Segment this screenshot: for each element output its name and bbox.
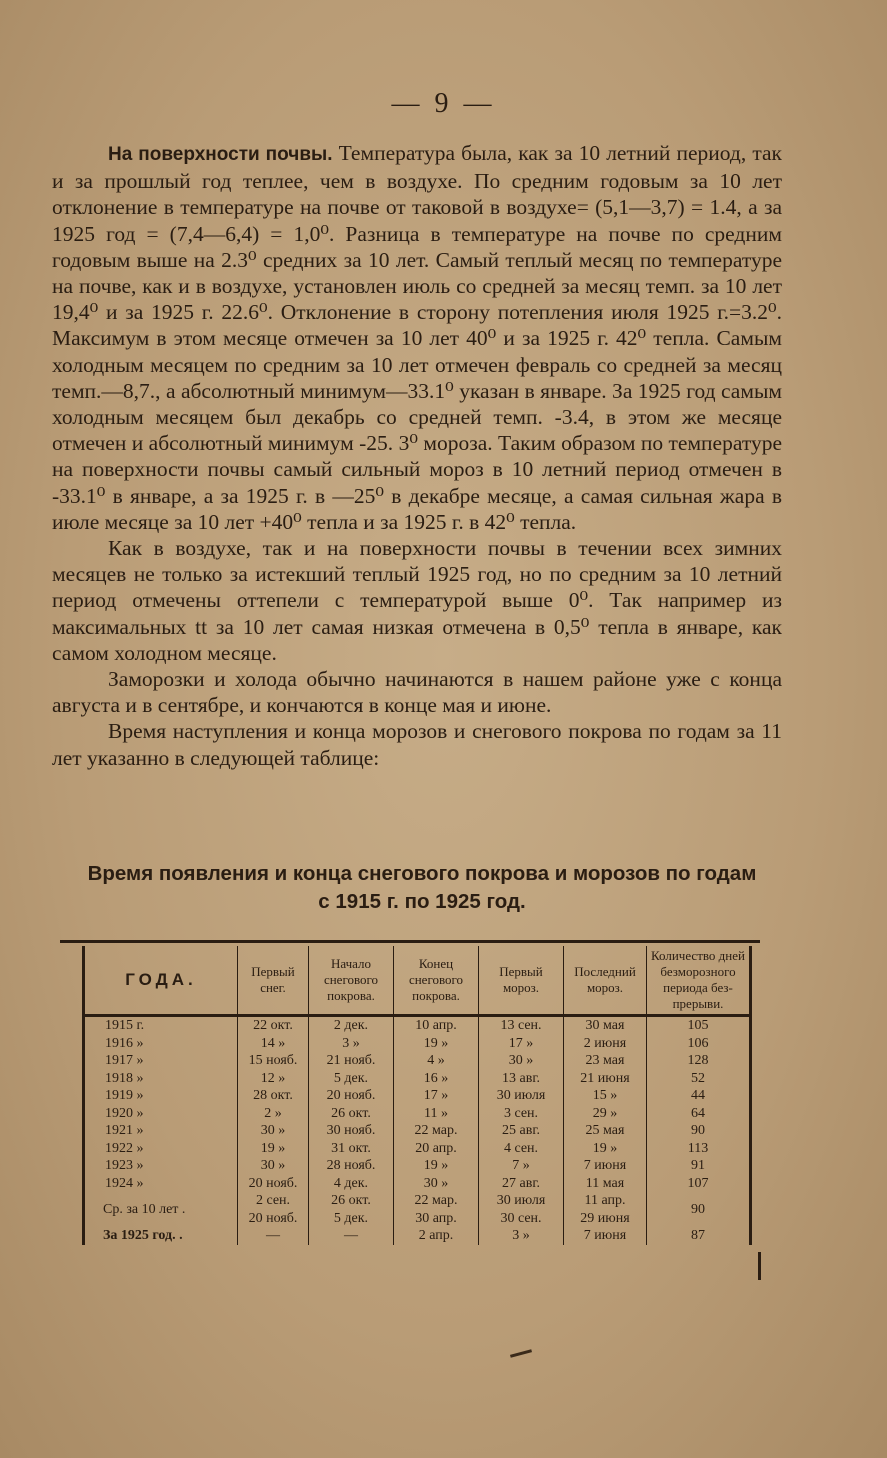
table-title: Время появления и конца снегового покрова и морозов по годам с 1915 г. по 1925 год.: [87, 862, 757, 913]
col-header-snow-end: Конец снегового покрова.: [394, 946, 479, 1016]
table-cell: 19 »: [238, 1140, 309, 1158]
paragraph-3: Заморозки и холода обычно начинаются в нашем районе уже с конца августа и в сентябре, и кончаются в конце мая и июне.: [52, 667, 782, 718]
table-cell: 91: [647, 1157, 751, 1175]
table-row: [84, 1157, 751, 1175]
table-cell: 107: [647, 1175, 751, 1193]
table-cell: 27 авг.: [479, 1175, 564, 1193]
table-cell: 15 нояб.: [238, 1052, 309, 1070]
table-cell: 2 »: [238, 1105, 309, 1123]
table-cell: 3 сен.: [479, 1105, 564, 1123]
table-cell: 23 мая: [564, 1052, 647, 1070]
col-header-last-frost: Последний мороз.: [564, 946, 647, 1016]
table-cell: 113: [647, 1140, 751, 1158]
table-cell: 19 »: [394, 1157, 479, 1175]
table-cell-double: 11 апр. 29 июня: [564, 1192, 647, 1227]
col-header-first-frost: Первый мороз.: [479, 946, 564, 1016]
ink-mark: [510, 1349, 532, 1358]
row-year: 1924 »: [105, 1175, 144, 1191]
table-cell: 19 »: [564, 1140, 647, 1158]
body-text: [52, 140, 782, 771]
table-cell: 7 июня: [564, 1227, 647, 1245]
table-cell: 21 нояб.: [309, 1052, 394, 1070]
row-year: 1920 »: [105, 1105, 144, 1121]
table-row: [84, 1140, 751, 1158]
table-row: [84, 1052, 751, 1070]
table-cell: 12 »: [238, 1070, 309, 1088]
table-cell: 90: [647, 1122, 751, 1140]
table-cell: 10 апр.: [394, 1016, 479, 1035]
table-cell: 15 »: [564, 1087, 647, 1105]
table-cell: 14 »: [238, 1035, 309, 1053]
table-cell: 11 »: [394, 1105, 479, 1123]
paragraph-4: Время наступления и конца морозов и снегового покрова по годам за 11 лет указанно в следующей таблице:: [52, 719, 782, 770]
table-cell: 30 »: [394, 1175, 479, 1193]
table-row: [84, 1122, 751, 1140]
table-cell: 30 нояб.: [309, 1122, 394, 1140]
table-cell: 20 нояб.: [309, 1087, 394, 1105]
table-cell: —: [309, 1227, 394, 1245]
col-header-snow-start: Начало снегового покрова.: [309, 946, 394, 1016]
table-cell: 26 окт.: [309, 1105, 394, 1123]
table-cell: 5 дек.: [309, 1070, 394, 1088]
table-row-1925: [84, 1227, 751, 1245]
table-cell: 7 июня: [564, 1157, 647, 1175]
table-cell: 21 июня: [564, 1070, 647, 1088]
table-cell: 4 сен.: [479, 1140, 564, 1158]
table-cell: —: [238, 1227, 309, 1245]
table-cell: 17 »: [479, 1035, 564, 1053]
table-row: [84, 1175, 751, 1193]
table-cell: 2 апр.: [394, 1227, 479, 1245]
table-cell: 44: [647, 1087, 751, 1105]
table-cell: 4 дек.: [309, 1175, 394, 1193]
table-cell: 30 »: [479, 1052, 564, 1070]
row-year: 1917 »: [105, 1053, 144, 1068]
table-cell: 90: [647, 1192, 751, 1227]
table-cell: 25 авг.: [479, 1122, 564, 1140]
row-year: 1921 »: [105, 1123, 144, 1138]
table-cell-double: 30 июля 30 сен.: [479, 1192, 564, 1227]
table-cell: 87: [647, 1227, 751, 1245]
table-cell: 30 мая: [564, 1016, 647, 1035]
table-row: [84, 1105, 751, 1123]
table-cell: 28 нояб.: [309, 1157, 394, 1175]
table-row: [84, 1016, 751, 1035]
page-number: — 9 —: [391, 88, 496, 119]
paragraph-1: На поверхности почвы. Температура была, как за 10 летний период, так и за прошлый год теплее, чем в воздухе. По средним годовым за 10 лет отклонение в температуре на почве от таковой в воздухе= (5,1—3,7) = 1.4, а за 1925 год = (7,4—6,4) = 1,0⁰. Разница в температуре на почве по средним годовым выше на 2.3⁰ средних за 10 лет. Самый теплый месяц по температуре на почве, как и в воздухе, установлен июль со средней за месяц темп. за 10 лет 19,4⁰ и за 1925 г. 22.6⁰. Отклонение в сторону потепления июля 1925 г.=3.2⁰. Максимум в этом месяце отмечен за 10 лет 40⁰ и за 1925 г. 42⁰ тепла. Самым холодным месяцем по средним за 10 лет отмечен февраль со средней за месяц темп.—8,7., а абсолютный минимум—33.1⁰ указан в январе. За 1925 год самым холодным месяцем был декабрь со средней темп. -3.4, в этом же месяце отмечен и абсолютный минимум -25. 3⁰ мороза. Таким образом по температуре на поверхности почвы самый сильный мороз в 10 летний период отмечен в -33.1⁰ в январе, а за 1925 г. в —25⁰ в декабре месяце, а самая сильная жара в июле месяце за 10 лет +40⁰ тепла и за 1925 г. в 42⁰ тепла.: [52, 141, 782, 534]
table-cell: 13 авг.: [479, 1070, 564, 1088]
table-row: [84, 1070, 751, 1088]
row-year: 1923 »: [105, 1158, 144, 1173]
table-cell: 2 июня: [564, 1035, 647, 1053]
col-header-frost-free-days: Количество дней безморозного периода без-прерыви.: [647, 946, 751, 1016]
table-cell-double: 22 мар. 30 апр.: [394, 1192, 479, 1227]
table-cell: 30 »: [238, 1157, 309, 1175]
table-cell: 106: [647, 1035, 751, 1053]
table-top-rule: [60, 940, 760, 943]
row-label-average: Ср. за 10 лет .: [103, 1201, 186, 1217]
table-cell: 52: [647, 1070, 751, 1088]
table-cell: 22 окт.: [238, 1016, 309, 1035]
table-cell: 20 нояб.: [238, 1175, 309, 1193]
table-cell: 25 мая: [564, 1122, 647, 1140]
table-cell: 64: [647, 1105, 751, 1123]
row-year: 1918 »: [105, 1070, 144, 1086]
table-body: [84, 1016, 751, 1245]
table-cell: 30 »: [238, 1122, 309, 1140]
paragraph-2: Как в воздухе, так и на поверхности почвы в течении всех зимних месяцев не только за истекший теплый 1925 год, но по средним за 10 летний период отмечены оттепели с температурой выше 0⁰. Так например из максимальных tt за 10 лет самая низкая отмечена в 0,5⁰ тепла в январе, как самом холодном месяце.: [52, 536, 782, 665]
row-year: 1919 »: [105, 1088, 144, 1103]
table-row: [84, 1087, 751, 1105]
section-lead: На поверхности почвы.: [108, 144, 333, 165]
table-cell-double: 26 окт. 5 дек.: [309, 1192, 394, 1227]
table-cell: 3 »: [309, 1035, 394, 1053]
table-row: [84, 1035, 751, 1053]
table-header-row: [84, 946, 751, 1016]
table-cell: 2 дек.: [309, 1016, 394, 1035]
margin-mark: [758, 1252, 761, 1280]
table-cell: 7 »: [479, 1157, 564, 1175]
table-cell: 29 »: [564, 1105, 647, 1123]
col-header-first-snow: Первый снег.: [238, 946, 309, 1016]
table-cell: 31 окт.: [309, 1140, 394, 1158]
table-row-average: [84, 1192, 751, 1227]
row-year: 1915 г.: [105, 1018, 145, 1033]
snow-frost-table: [82, 946, 752, 1245]
col-header-year: ГОДА.: [84, 946, 238, 1016]
table-cell: 30 июля: [479, 1087, 564, 1105]
table-cell: 11 мая: [564, 1175, 647, 1193]
table-cell-double: 2 сен. 20 нояб.: [238, 1192, 309, 1227]
table-cell: 16 »: [394, 1070, 479, 1088]
table-cell: 20 апр.: [394, 1140, 479, 1158]
table-cell: 28 окт.: [238, 1087, 309, 1105]
row-year: 1916 »: [105, 1035, 144, 1051]
table-cell: 3 »: [479, 1227, 564, 1245]
table-cell: 4 »: [394, 1052, 479, 1070]
table-cell: 105: [647, 1016, 751, 1035]
table-cell: 128: [647, 1052, 751, 1070]
table-cell: 13 сен.: [479, 1016, 564, 1035]
table-cell: 22 мар.: [394, 1122, 479, 1140]
row-label-1925: За 1925 год. .: [103, 1228, 183, 1243]
table-cell: 17 »: [394, 1087, 479, 1105]
row-year: 1922 »: [105, 1140, 144, 1156]
table-cell: 19 »: [394, 1035, 479, 1053]
